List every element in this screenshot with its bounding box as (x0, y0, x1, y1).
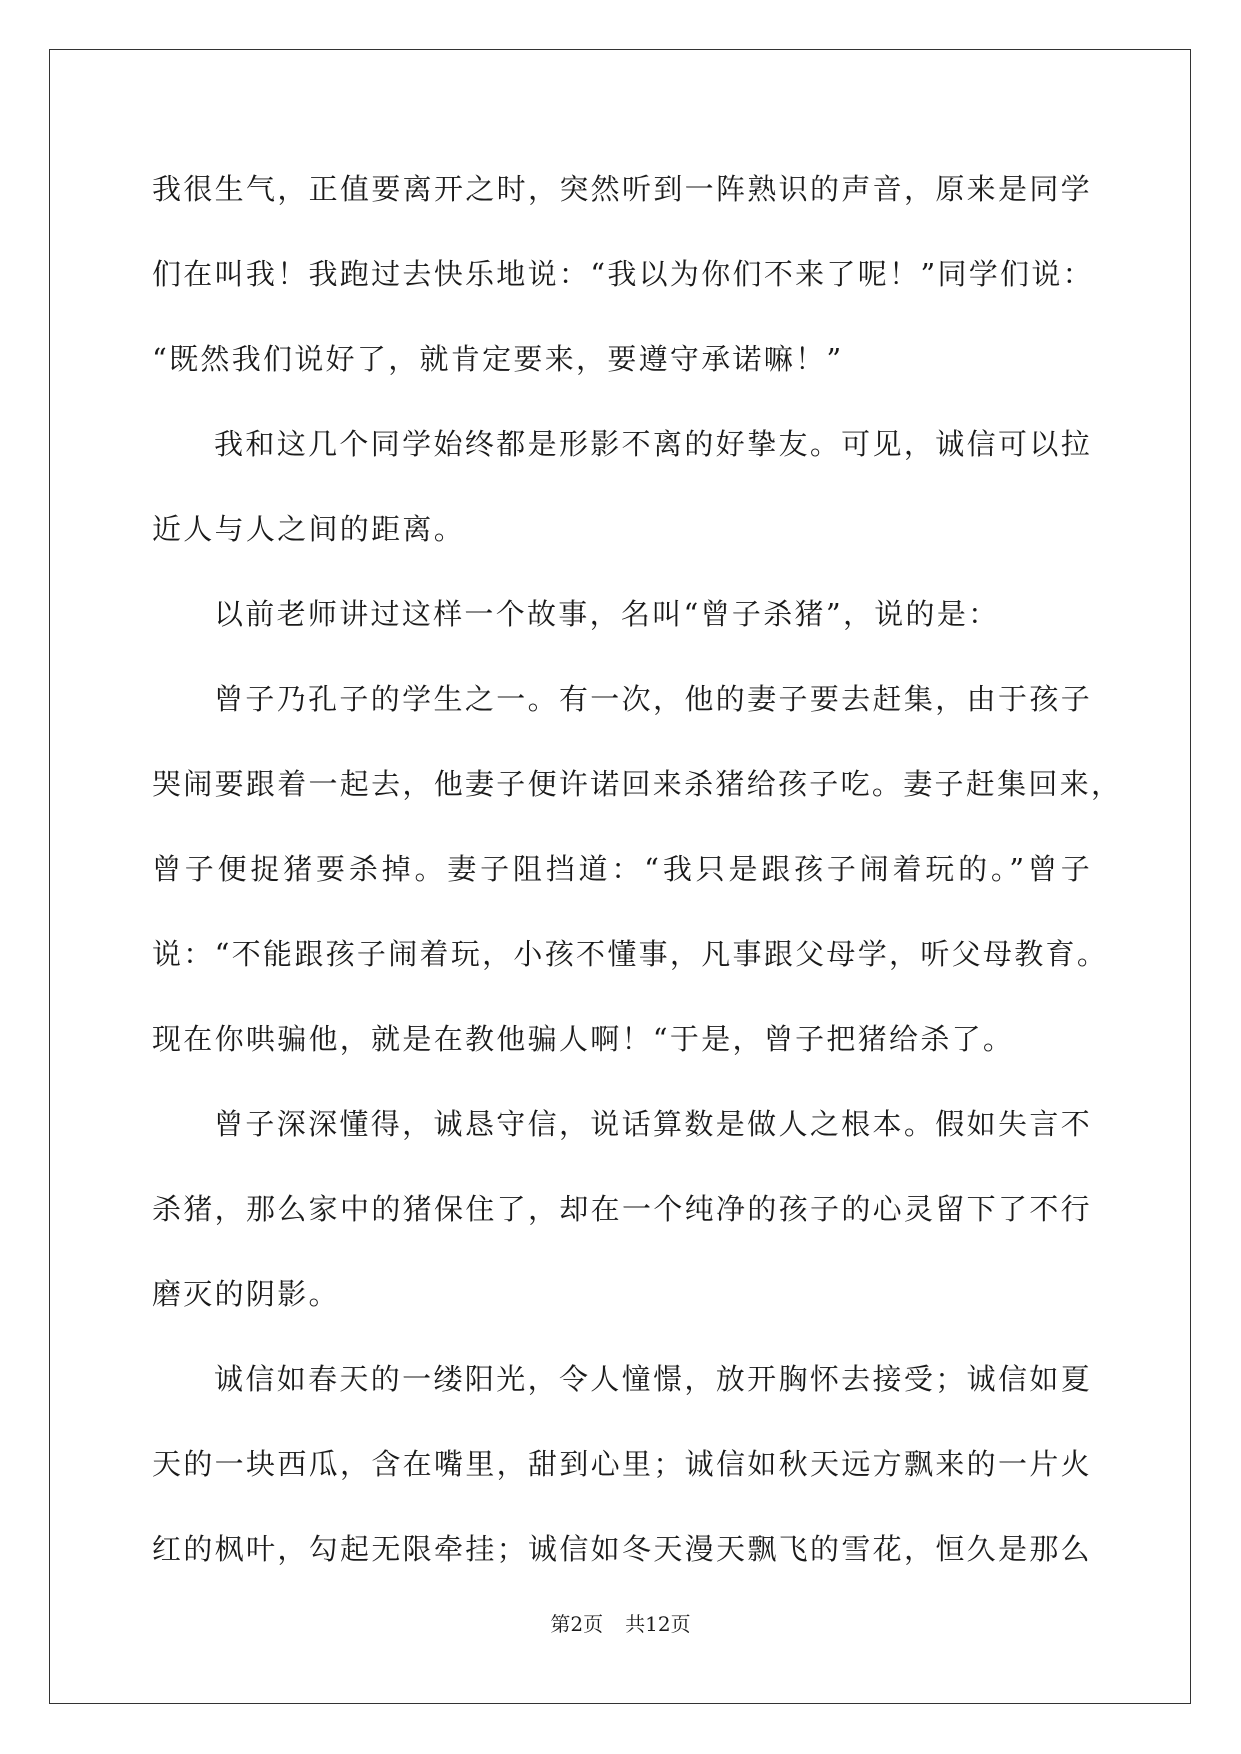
paragraph-start-line: 以前老师讲过这样一个故事，名叫“曾子杀猪”，说的是： (214, 597, 1000, 631)
paragraph-start-line: 我和这几个同学始终都是形影不离的好挚友。可见，诚信可以拉 (214, 427, 1092, 461)
paragraph-start-line: 曾子深深懂得，诚恳守信，说话算数是做人之根本。假如失言不 (214, 1107, 1092, 1141)
text-line: 磨灭的阴影。 (152, 1277, 340, 1311)
document-body (152, 156, 1123, 1601)
text-line: 们在叫我！我跑过去快乐地说：“我以为你们不来了呢！”同学们说： (152, 257, 1094, 291)
text-line: 哭闹要跟着一起去，他妻子便许诺回来杀猪给孩子吃。妻子赶集回来， (152, 767, 1123, 801)
text-line: 红的枫叶，勾起无限牵挂；诚信如冬天漫天飘飞的雪花，恒久是那么 (152, 1532, 1092, 1566)
paragraph-start-line: 诚信如春天的一缕阳光，令人憧憬，放开胸怀去接受；诚信如夏 (214, 1362, 1092, 1396)
text-line: 我很生气，正值要离开之时，突然听到一阵熟识的声音，原来是同学 (152, 172, 1092, 206)
text-line: 近人与人之间的距离。 (152, 512, 466, 546)
paragraph-start-line: 曾子乃孔子的学生之一。有一次，他的妻子要去赶集，由于孩子 (214, 682, 1092, 716)
text-line: 现在你哄骗他，就是在教他骗人啊！“于是，曾子把猪给杀了。 (152, 1022, 1015, 1056)
text-line: 杀猪，那么家中的猪保住了，却在一个纯净的孩子的心灵留下了不行 (152, 1192, 1092, 1226)
page-number: 第2页 (550, 1612, 604, 1636)
text-line: “既然我们说好了，就肯定要来，要遵守承诺嘛！” (152, 342, 844, 376)
text-line: 说：“不能跟孩子闹着玩，小孩不懂事，凡事跟父母学，听父母教育。 (152, 937, 1109, 971)
page-footer (0, 1612, 1241, 1636)
text-line: 天的一块西瓜，含在嘴里，甜到心里；诚信如秋天远方飘来的一片火 (152, 1447, 1092, 1481)
text-line: 曾子便捉猪要杀掉。妻子阻挡道：“我只是跟孩子闹着玩的。”曾子 (152, 852, 1092, 886)
page-total: 共12页 (625, 1612, 691, 1636)
